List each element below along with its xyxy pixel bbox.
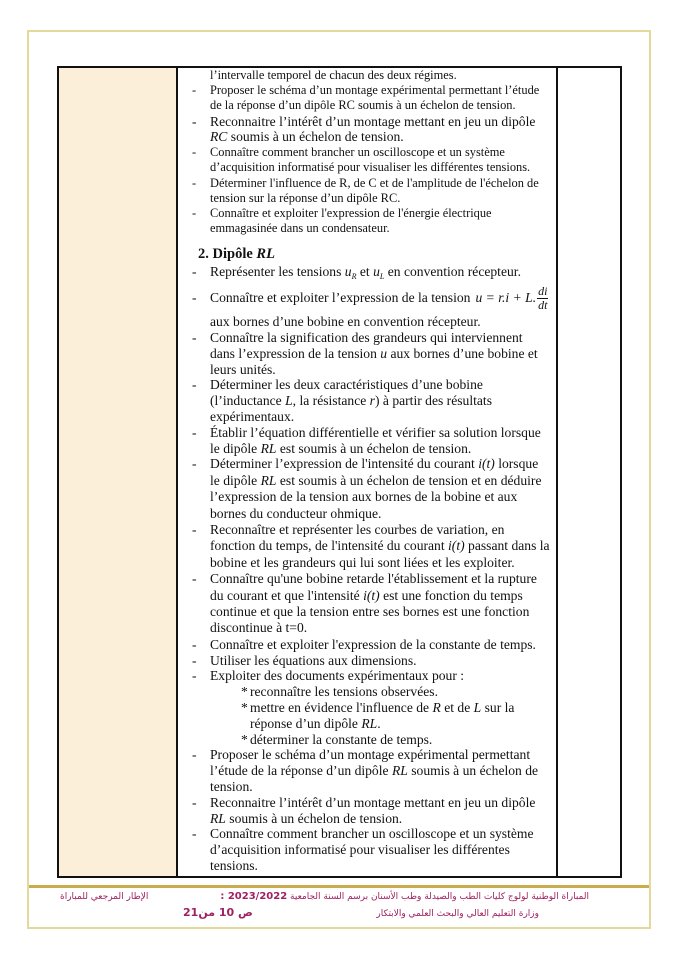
list-item: - Utiliser les équations aux dimensions. (192, 652, 417, 668)
page-number: ص 10 من21 (183, 906, 253, 919)
table-left-column (59, 68, 178, 876)
list-item: - Connaître et exploiter l'expression de la constante de temps. (192, 636, 536, 652)
bullet-dash: - (192, 794, 197, 810)
footer-ministry: وزارة التعليم العالي والبحث العلمي والابتكار (376, 909, 539, 919)
footer-competition-title: المباراة الوطنية لولوج كليات الطب والصيدلة وطب الأسنان برسم السنة الجامعية 2023/2022 : (220, 891, 589, 902)
table-right-column (558, 68, 620, 876)
list-item: - Déterminer l’expression de l'intensité du courant i(t) lorsque le dipôle RL est soumis à un échelon de tension et en déduire l’expression de la tension aux bornes de la bobine et aux bornes du conducteur ohmique. (192, 456, 542, 521)
experimental-documents-sublist (210, 684, 550, 747)
list-item: - Reconnaitre l’intérêt d’un montage mettant en jeu un dipôle RL soumis à un échelon de tension. (192, 794, 536, 826)
coil-voltage-formula: u = r.i + L. $\frac{di}{dt}$ (475, 283, 548, 312)
rc-objectives-list (188, 83, 550, 236)
star-bullet: * (241, 700, 248, 716)
footer-reference-framework: الإطار المرجعي للمباراة (60, 892, 149, 902)
curriculum-table (57, 66, 622, 878)
list-item: - Déterminer les deux caractéristiques d’une bobine (l’inductance L, la résistance r) à partir des résultats expérimentaux. (192, 377, 492, 424)
formula-row: - Connaître et exploiter l’expression de la tension u = r.i + L. $\frac{di}{dt}$ (192, 283, 548, 312)
list-item: - Reconnaitre l’intérêt d’un montage mettant en jeu un dipôle RC soumis à un échelon de tension. (192, 113, 536, 145)
bullet-dash: - (192, 522, 197, 538)
bullet-dash: - (192, 747, 197, 763)
list-item: - Connaître comment brancher un oscilloscope et un système d’acquisition informatisé pour visualiser les différentes tensions. (192, 826, 534, 874)
list-item: - Établir l’équation différentielle et vérifier sa solution lorsque le dipôle RL est soumis à un échelon de tension. (192, 424, 541, 456)
bullet-dash: - (192, 636, 197, 652)
star-bullet: * (241, 684, 248, 700)
list-item: - Représenter les tensions $u_R$ et $u_L$ en convention récepteur. (192, 264, 521, 282)
bullet-dash: - (192, 826, 197, 842)
bullet-dash: - (192, 113, 197, 129)
bullet-dash: - (192, 145, 197, 160)
list-item: - Connaître et exploiter l’expression de la tension u = r.i + L. $\frac{di}{dt}$ aux bornes d’une bobine en convention récepteur. (188, 282, 550, 330)
list-item: - Connaître la signification des grandeurs qui interviennent dans l’expression de la tension u aux bornes d’une bobine et leurs unités. (192, 330, 538, 377)
list-item: - Proposer le schéma d’un montage expérimental permettant l’étude de la réponse d’un dipôle RL soumis à un échelon de tension. (192, 747, 539, 795)
list-item: - Connaître qu'une bobine retarde l'établissement et la rupture du courant et que l'intensité i(t) est une fonction du temps continue et que la tension entre ses bornes est une fonction discontinue à t=0. (192, 571, 537, 636)
footer-rule (29, 885, 649, 888)
sub-list-item: * mettre en évidence l'influence de R et de L sur la réponse d’un dipôle RL. (241, 700, 515, 731)
bullet-dash: - (192, 377, 197, 393)
derivative-fraction: $\frac{di}{dt}$ (538, 283, 548, 312)
list-item: - Reconnaître et représenter les courbes de variation, en fonction du temps, de l'intensité du courant i(t) passant dans la bobine et les grandeurs qui lui sont liées et les exploiter. (192, 522, 550, 570)
list-item: - Connaître comment brancher un oscilloscope et un système d’acquisition informatisé pour visualiser les différentes tensions. (192, 145, 531, 175)
bullet-dash: - (192, 264, 197, 280)
list-item: - Connaître et exploiter l'expression de l'énergie électrique emmagasinée dans un condensateur. (192, 206, 492, 236)
bullet-dash: - (192, 424, 197, 440)
bullet-dash: - (192, 175, 197, 190)
bullet-dash: - (192, 290, 197, 306)
bullet-dash: - (192, 83, 197, 98)
table-content-column (178, 68, 558, 876)
rl-objectives-list (188, 264, 550, 873)
sub-list-item: * reconnaître les tensions observées. (241, 684, 438, 700)
sub-list-item: * déterminer la constante de temps. (241, 731, 433, 747)
list-item: - Exploiter des documents expérimentaux pour : * reconnaître les tensions observées. * mettre en évidence l'influence de R et de L sur la réponse d’un dipôle RL. * déterminer la constante de temps. (188, 668, 550, 747)
star-bullet: * (241, 731, 248, 747)
bullet-dash: - (192, 330, 197, 346)
list-item: - Déterminer l'influence de R, de C et de l'amplitude de l'échelon de tension sur la réponse d’un dipôle RC. (192, 175, 539, 205)
bullet-dash: - (192, 206, 197, 221)
footer-academic-year: 2023/2022 : (220, 891, 288, 902)
continuation-line: l’intervalle temporel de chacun des deux régimes. (210, 68, 457, 82)
list-item: - Proposer le schéma d’un montage expérimental permettant l’étude de la réponse d’un dipôle RC soumis à un échelon de tension. (192, 83, 540, 113)
bullet-dash: - (192, 668, 197, 684)
bullet-dash: - (192, 456, 197, 472)
bullet-dash: - (192, 571, 197, 587)
bullet-dash: - (192, 652, 197, 668)
section-heading-dipole-rl: 2. Dipôle RL (198, 246, 275, 263)
